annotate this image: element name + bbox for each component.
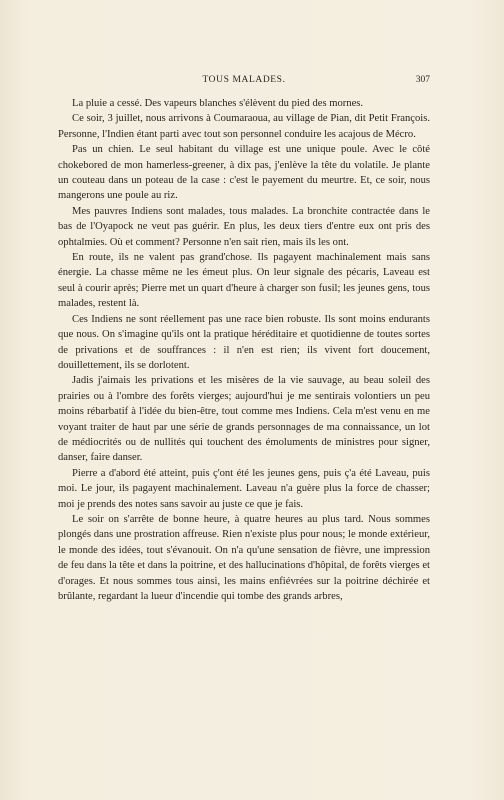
paragraph-6: Ces Indiens ne sont réellement pas une race bien robuste. Ils sont moins endurants que nous. On s'imagine qu'ils ont la pratique héréditaire et quotidienne de toutes sortes de privations et de souffrances : il n'en est rien; ils vivent fort doucement, douillettement, ils se dorlotent.: [58, 313, 430, 371]
paragraph-5: En route, ils ne valent pas grand'chose. Ils pagayent machinalement mais sans énergie. La chasse même ne les émeut plus. On leur signale des pécaris, Laveau est seul à courir après; Pierre met un quart d'heure à charger son fusil; les jeunes gens, tous malades, restent là.: [58, 252, 430, 310]
paragraph-1: La pluie a cessé. Des vapeurs blanches s'élèvent du pied des mornes.: [72, 98, 364, 109]
paragraph-4: Mes pauvres Indiens sont malades, tous malades. La bronchite contractée dans le bas de l'Oyapock ne veut pas guérir. En plus, les deux tiers d'entre eux ont pris des ophtalmies. Où et comment? Personne n'en sait rien, mais ils les ont.: [58, 205, 430, 248]
paragraph-9: Le soir on s'arrête de bonne heure, à quatre heures au plus tard. Nous sommes plongés dans une prostration affreuse. Rien n'existe plus pour nous; le monde extérieur, le monde des idées, tout s'évanouit. On n'a qu'une sensation de fièvre, une impression de feu dans la tête et dans la poitrine, et des hallucinations d'hôpital, de forêts vierges et d'orages. Et nous sommes tous ainsi, les mains enfiévrées sur la poitrine déchirée et brûlante, regardant la lueur d'incendie qui tombe des grands arbres,: [58, 513, 430, 602]
paragraph-7: Jadis j'aimais les privations et les misères de la vie sauvage, au beau soleil des prairies ou à l'ombre des forêts vierges; aujourd'hui je me sentirais volontiers un peu moins rébarbatif à l'idée du bien-être, tout comme mes Indiens. Cela m'est venu en me voyant traiter de haut par une série de grands personnages de ma connaissance, un lot de médiocrités ou de nullités qui touchent des émoluments de ministres pour signer, danser, faire danser.: [58, 375, 430, 464]
paragraph-3: Pas un chien. Le seul habitant du village est une unique poule. Avec le côté chokebored de mon hamerless-greener, à dix pas, j'enlève la tête du volatile. Je plante un couteau dans un poteau de la case : c'est le payement du meurtre. Et, ce soir, nous mangerons une poule au riz.: [58, 144, 430, 202]
paragraph-2: Ce soir, 3 juillet, nous arrivons à Coumaraoua, au village de Pian, dit Petit François. Personne, l'Indien étant parti avec tout son personnel conduire les acajous de Mécro.: [58, 113, 430, 140]
paragraph-8: Pierre a d'abord été atteint, puis ç'ont été les jeunes gens, puis ç'a été Laveau, puis moi. Le jour, ils pagayent machinalement. Laveau n'a guère plus la force de chasser; moi je prends des notes sans savoir au juste ce que je fais.: [58, 467, 430, 510]
page-body: [58, 96, 430, 604]
running-header: [58, 75, 430, 89]
page-number: 307: [415, 75, 430, 85]
running-title: TOUS MALADES.: [202, 75, 286, 85]
